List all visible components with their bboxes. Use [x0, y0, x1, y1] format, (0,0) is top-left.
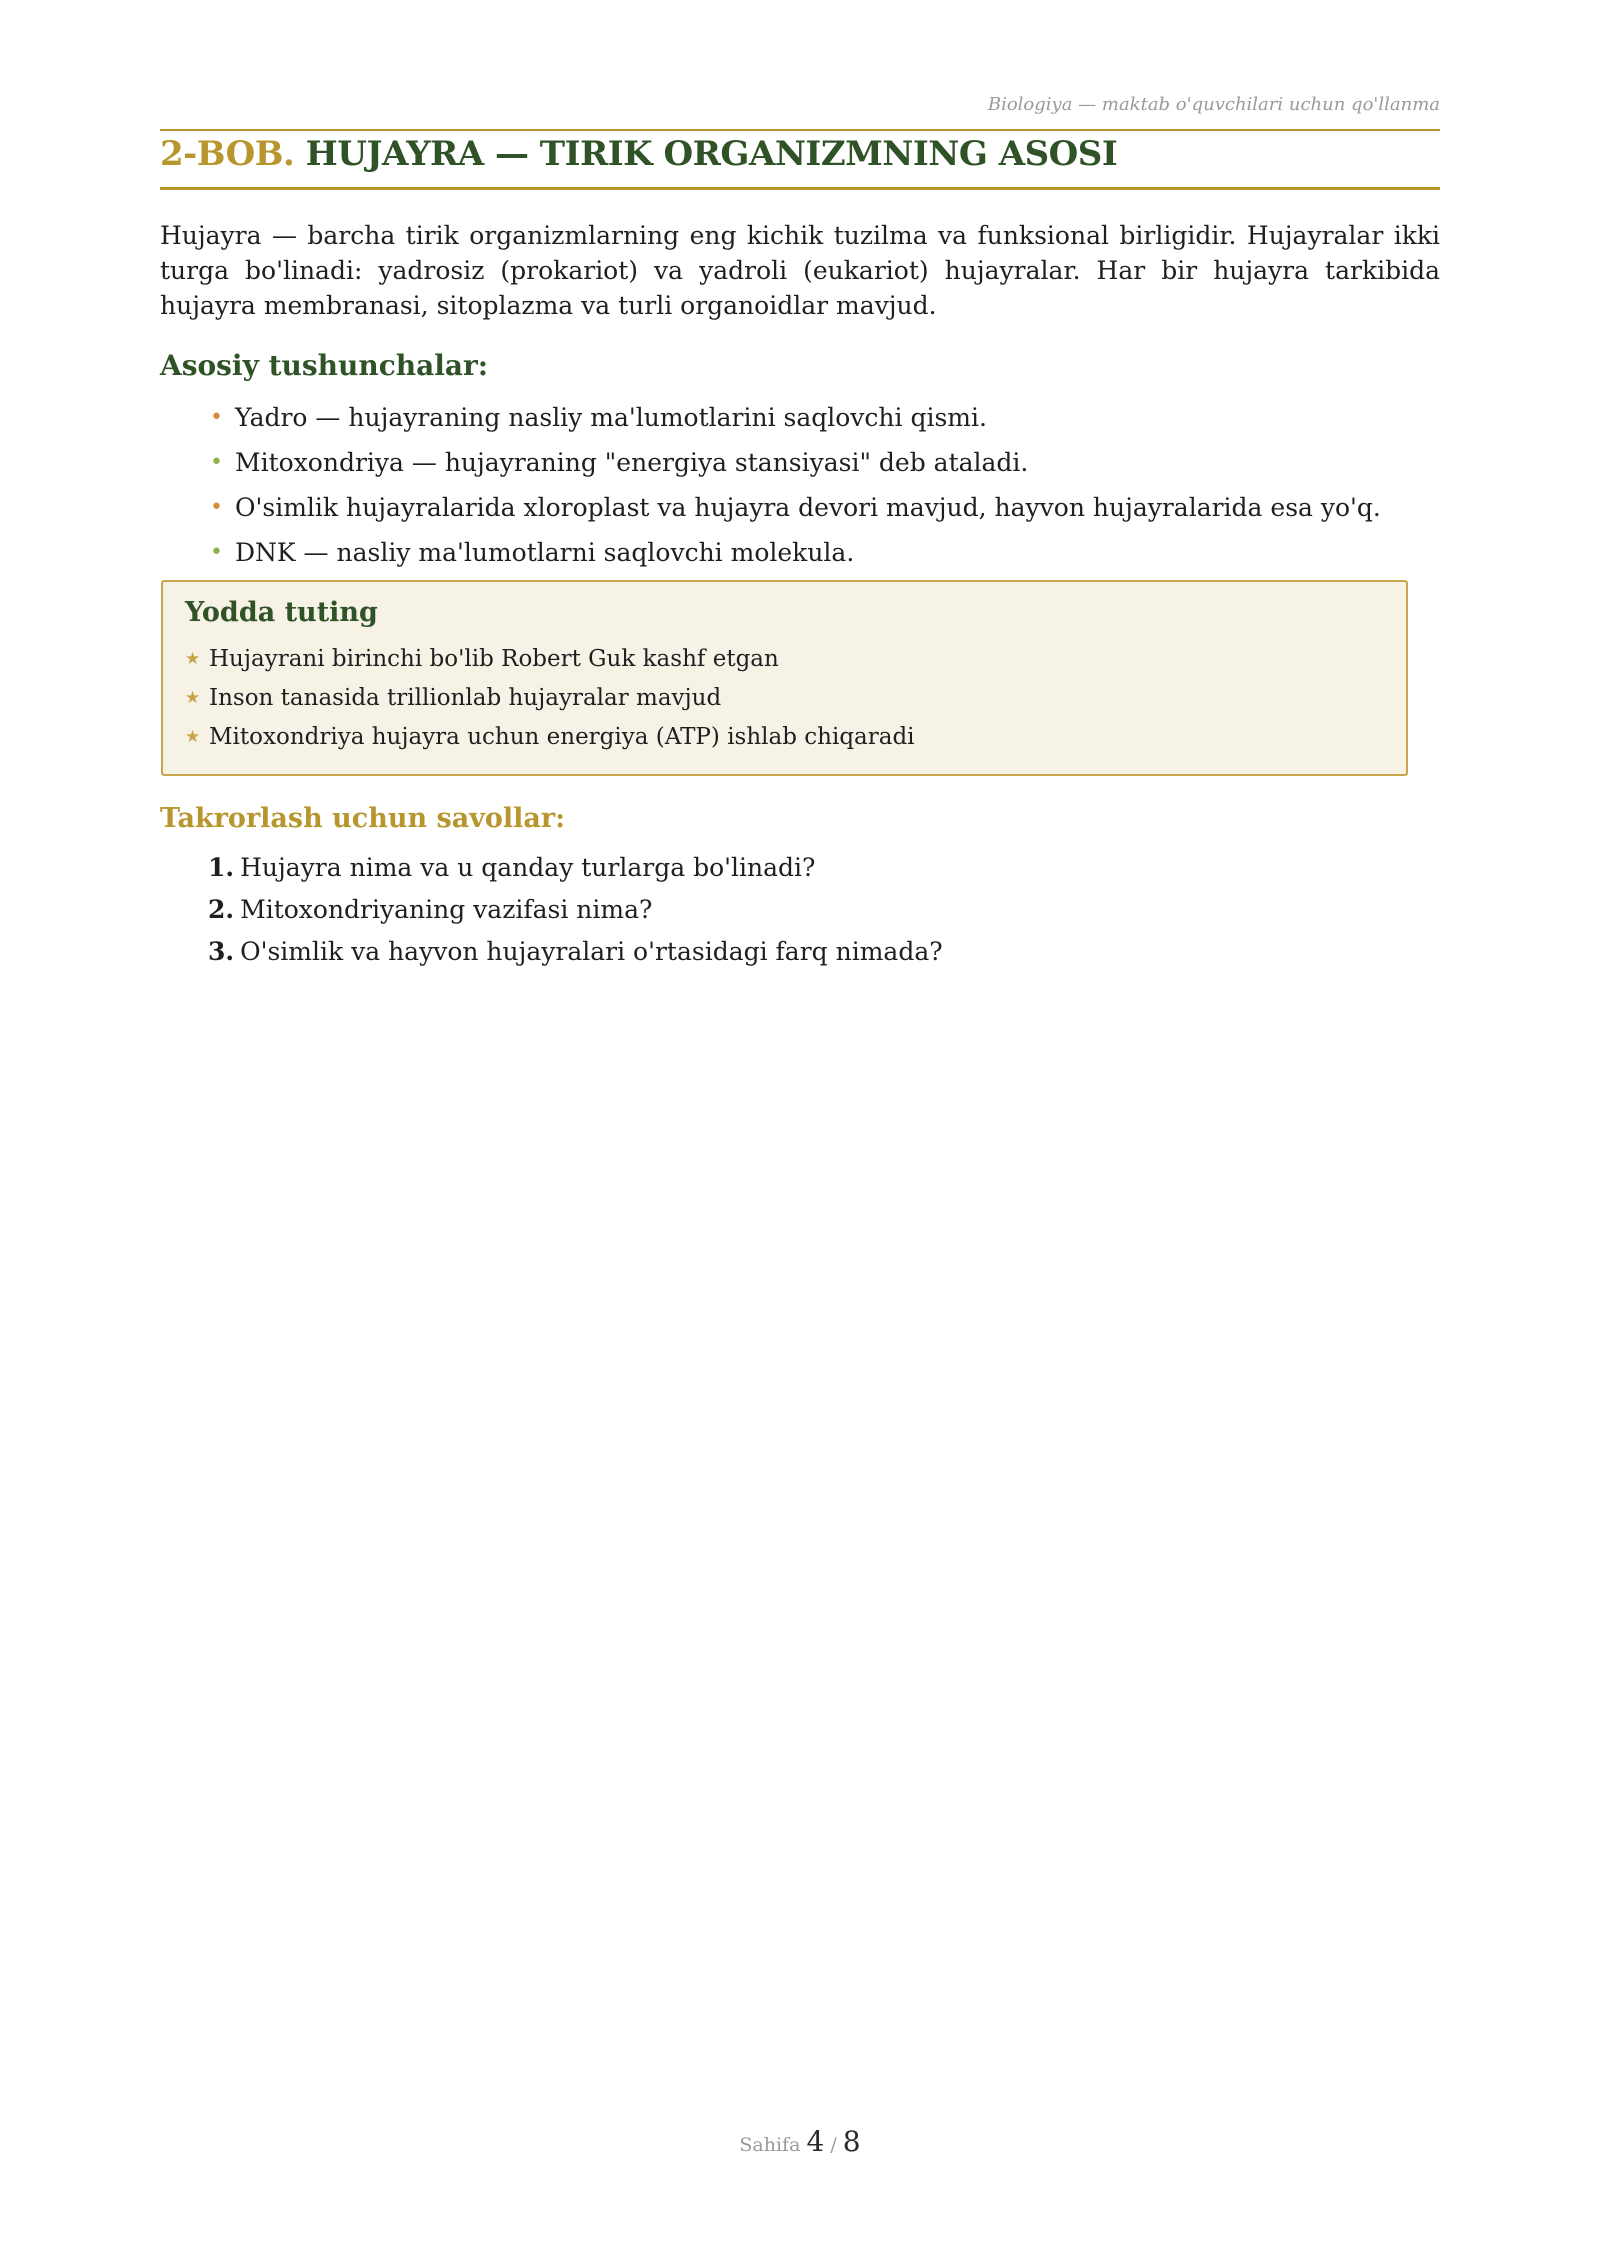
list-item: [210, 445, 1381, 490]
star-icon: ★: [185, 727, 201, 747]
list-item: [185, 681, 915, 720]
list-item: [210, 535, 1381, 580]
remember-text: Inson tanasida trillionlab hujayralar mavjud: [209, 685, 722, 711]
list-item: [210, 400, 1381, 445]
page-label: Sahifa: [739, 2134, 801, 2156]
questions-list: [208, 850, 943, 976]
page-separator: /: [830, 2134, 837, 2156]
remember-text: Mitoxondriya hujayra uchun energiya (ATP) ishlab chiqaradi: [209, 724, 915, 750]
chapter-number: 2-BOB.: [160, 134, 295, 174]
concepts-heading: Asosiy tushunchalar:: [160, 349, 489, 382]
question-number: 3.: [208, 937, 235, 966]
question-text: Mitoxondriyaning vazifasi nima?: [240, 895, 653, 924]
bullet-icon: •: [210, 495, 223, 520]
remember-text: Hujayrani birinchi bo'lib Robert Guk kashf etgan: [209, 646, 779, 672]
total-page-count: 8: [842, 2125, 861, 2158]
star-icon: ★: [185, 649, 201, 669]
review-heading: Takrorlash uchun savollar:: [160, 803, 566, 834]
bullet-icon: •: [210, 540, 223, 565]
concept-text: Yadro — hujayraning nasliy ma'lumotlarini saqlovchi qismi.: [235, 403, 987, 432]
current-page-number: 4: [806, 2125, 825, 2158]
question-number: 2.: [208, 895, 235, 924]
concepts-list: [210, 400, 1381, 580]
running-header: Biologiya — maktab o'quvchilari uchun qo'llanma: [987, 94, 1440, 115]
question-text: Hujayra nima va u qanday turlarga bo'linadi?: [240, 853, 816, 882]
bullet-icon: •: [210, 450, 223, 475]
page-footer: [0, 2125, 1600, 2158]
question-text: O'simlik va hayvon hujayralari o'rtasidagi farq nimada?: [240, 937, 943, 966]
list-item: [185, 720, 915, 759]
list-item: [208, 892, 943, 934]
concept-text: DNK — nasliy ma'lumotlarni saqlovchi molekula.: [235, 538, 855, 567]
list-item: [210, 490, 1381, 535]
list-item: [208, 934, 943, 976]
chapter-title-text: HUJAYRA — TIRIK ORGANIZMNING ASOSI: [305, 134, 1118, 174]
remember-box: [161, 580, 1408, 776]
remember-list: [185, 642, 915, 759]
bullet-icon: •: [210, 405, 223, 430]
chapter-title: [160, 134, 1440, 174]
header-divider: [160, 129, 1440, 131]
intro-paragraph: Hujayra — barcha tirik organizmlarning eng kichik tuzilma va funksional birligidir. Hujayralar ikki turga bo'linadi: yadrosiz (prokariot) va yadroli (eukariot) hujayralar. Har bir hujayra tarkibida hujayra membranasi, sitoplazma va turli organoidlar mavjud.: [160, 221, 1440, 320]
title-divider: [160, 187, 1440, 190]
remember-title: Yodda tuting: [185, 597, 378, 628]
list-item: [185, 642, 915, 681]
star-icon: ★: [185, 688, 201, 708]
question-number: 1.: [208, 853, 235, 882]
list-item: [208, 850, 943, 892]
concept-text: Mitoxondriya — hujayraning "energiya stansiyasi" deb ataladi.: [235, 448, 1029, 477]
concept-text: O'simlik hujayralarida xloroplast va hujayra devori mavjud, hayvon hujayralarida esa yo'q.: [235, 493, 1381, 522]
